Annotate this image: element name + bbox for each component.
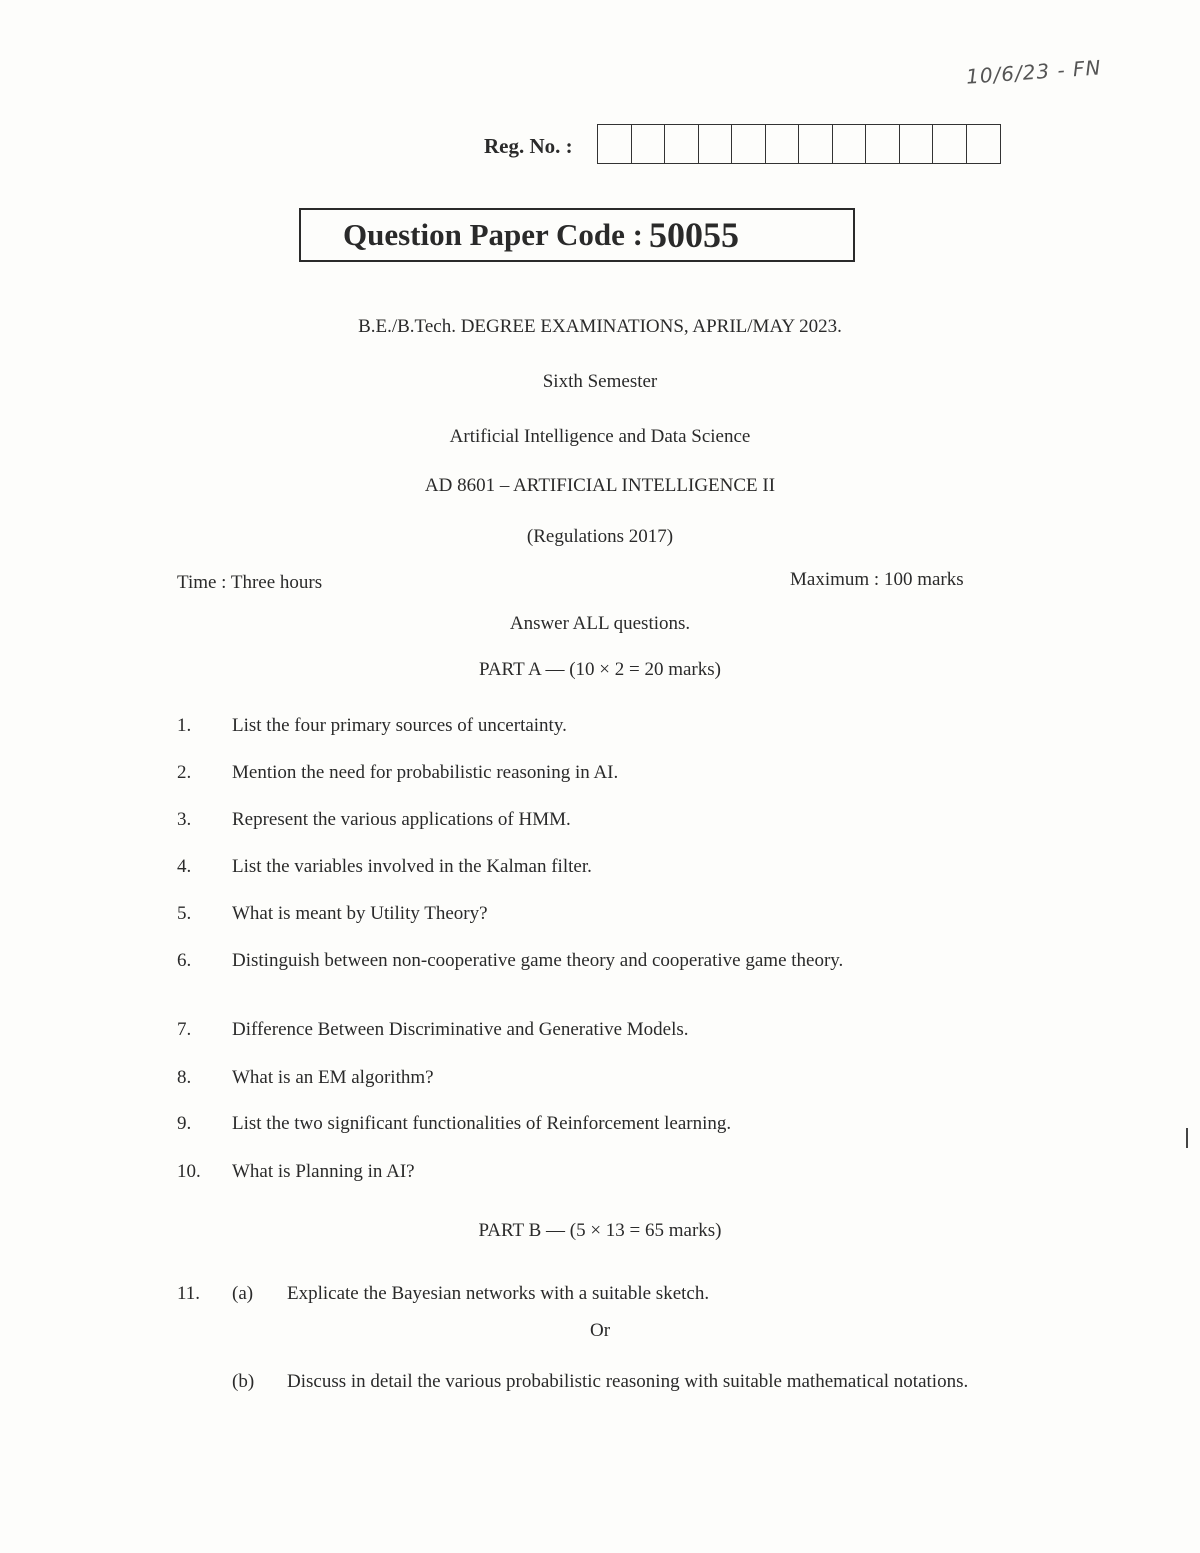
question-number: 2. — [177, 762, 192, 783]
paper-code-label: Question Paper Code : — [343, 217, 643, 252]
question-text: List the variables involved in the Kalman filter. — [232, 856, 592, 877]
reg-no-box — [799, 125, 833, 163]
reg-no-box — [967, 125, 1001, 163]
sub-question-label: (a) — [232, 1283, 254, 1304]
handwritten-date-note: 10/6/23 - FN — [965, 55, 1103, 89]
reg-no-box — [900, 125, 934, 163]
question-item — [177, 713, 1017, 738]
question-number: 4. — [177, 856, 192, 877]
reg-no-box — [732, 125, 766, 163]
reg-no-box — [665, 125, 699, 163]
reg-no-box — [766, 125, 800, 163]
reg-no-box — [699, 125, 733, 163]
question-text: What is meant by Utility Theory? — [232, 903, 488, 924]
paper-code-number: 50055 — [648, 215, 739, 255]
part-b-title: PART B — (5 × 13 = 65 marks) — [478, 1220, 722, 1241]
maximum-marks: Maximum : 100 marks — [790, 569, 964, 590]
question-number: 9. — [177, 1113, 192, 1134]
question-text: Represent the various applications of HMM. — [232, 809, 571, 830]
question-item — [177, 1369, 1017, 1394]
branch: Artificial Intelligence and Data Science — [449, 426, 751, 447]
question-number: 8. — [177, 1067, 192, 1088]
reg-no-box — [632, 125, 666, 163]
question-number-spacer — [177, 1369, 232, 1394]
regulations: (Regulations 2017) — [526, 526, 674, 547]
question-number: 11. — [177, 1283, 201, 1304]
part-a-title: PART A — (10 × 2 = 20 marks) — [479, 659, 721, 680]
question-number: 5. — [177, 903, 192, 924]
or-separator: Or — [589, 1320, 611, 1341]
question-text: What is an EM algorithm? — [232, 1067, 434, 1088]
instruction: Answer ALL questions. — [509, 613, 691, 634]
question-paper-code-box — [299, 208, 855, 262]
course-title: AD 8601 – ARTIFICIAL INTELLIGENCE II — [424, 475, 776, 496]
question-item — [177, 1111, 1017, 1136]
question-number: 6. — [177, 950, 192, 971]
sub-question-label: (b) — [232, 1371, 255, 1392]
reg-no-box — [598, 125, 632, 163]
question-number: 10. — [177, 1161, 201, 1182]
reg-no-box — [866, 125, 900, 163]
time-allowed: Time : Three hours — [177, 572, 323, 593]
question-number: 3. — [177, 809, 192, 830]
question-text: Difference Between Discriminative and Generative Models. — [232, 1019, 689, 1040]
question-text: List the two significant functionalities of Reinforcement learning. — [232, 1113, 732, 1134]
reg-no-label: Reg. No. : — [484, 134, 573, 158]
question-item — [177, 1159, 1017, 1184]
reg-no-boxes — [597, 124, 1001, 164]
question-item — [177, 1281, 1017, 1306]
question-number: 1. — [177, 715, 192, 736]
question-number: 7. — [177, 1019, 192, 1040]
question-item — [177, 760, 1017, 785]
semester: Sixth Semester — [542, 371, 658, 392]
exam-title: B.E./B.Tech. DEGREE EXAMINATIONS, APRIL/MAY 2023. — [358, 316, 842, 337]
question-text: Discuss in detail the various probabilistic reasoning with suitable mathematical notations. — [287, 1371, 969, 1392]
question-item — [177, 1065, 1017, 1090]
question-text: What is Planning in AI? — [232, 1161, 415, 1182]
question-text: Mention the need for probabilistic reasoning in AI. — [232, 762, 619, 783]
reg-no-box — [833, 125, 867, 163]
question-text: Explicate the Bayesian networks with a suitable sketch. — [287, 1283, 710, 1304]
question-text: List the four primary sources of uncertainty. — [232, 715, 567, 736]
question-item — [177, 1017, 1017, 1042]
scan-edge-mark — [1186, 1128, 1188, 1148]
question-item — [177, 901, 1017, 926]
question-item — [177, 854, 1017, 879]
question-text: Distinguish between non-cooperative game theory and cooperative game theory. — [232, 950, 844, 971]
reg-no-box — [933, 125, 967, 163]
question-item — [177, 807, 1017, 832]
question-item — [177, 948, 1017, 973]
